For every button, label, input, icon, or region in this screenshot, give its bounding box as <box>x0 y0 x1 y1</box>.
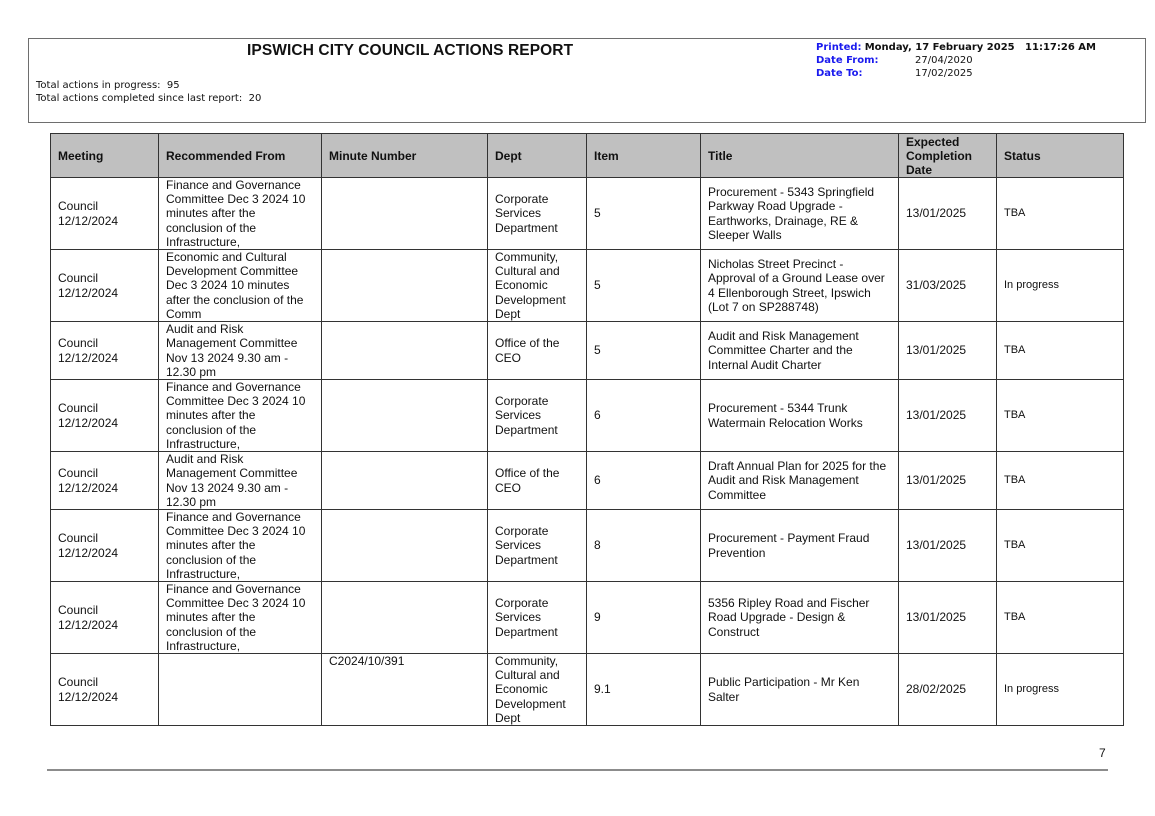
cell-expected-completion: 13/01/2025 <box>899 510 997 582</box>
cell-dept: Corporate Services Department <box>488 582 587 654</box>
total-completed-label: Total actions completed since last report: <box>36 93 243 104</box>
cell-status: In progress <box>997 250 1124 322</box>
total-completed <box>36 92 261 105</box>
total-in-progress <box>36 79 261 92</box>
report-title: IPSWICH CITY COUNCIL ACTIONS REPORT <box>247 42 574 59</box>
cell-status: TBA <box>997 510 1124 582</box>
cell-item: 9 <box>587 582 701 654</box>
cell-item: 6 <box>587 452 701 510</box>
cell-recommended-from: Finance and Governance Committee Dec 3 2024 10 minutes after the conclusion of the Infrastructure, <box>159 510 322 582</box>
cell-title: Nicholas Street Precinct - Approval of a Ground Lease over 4 Ellenborough Street, Ipswich (Lot 7 on SP288748) <box>701 250 899 322</box>
report-meta <box>816 41 1096 80</box>
cell-expected-completion: 13/01/2025 <box>899 178 997 250</box>
column-header-expected-completion-date: Expected Completion Date <box>899 134 997 178</box>
date-from-value: 27/04/2020 <box>915 55 973 66</box>
cell-status: In progress <box>997 654 1124 726</box>
date-to-value: 17/02/2025 <box>915 68 973 79</box>
cell-title: Procurement - 5344 Trunk Watermain Relocation Works <box>701 380 899 452</box>
cell-minute-number <box>322 178 488 250</box>
cell-title: Procurement - 5343 Springfield Parkway Road Upgrade - Earthworks, Drainage, RE & Sleeper Walls <box>701 178 899 250</box>
cell-title: Public Participation - Mr Ken Salter <box>701 654 899 726</box>
total-in-progress-label: Total actions in progress: <box>36 80 161 91</box>
cell-meeting: Council 12/12/2024 <box>51 510 159 582</box>
cell-expected-completion: 13/01/2025 <box>899 452 997 510</box>
cell-expected-completion: 28/02/2025 <box>899 654 997 726</box>
column-header-meeting: Meeting <box>51 134 159 178</box>
cell-dept: Office of the CEO <box>488 322 587 380</box>
table-header-row <box>51 134 1124 178</box>
cell-meeting: Council 12/12/2024 <box>51 178 159 250</box>
cell-minute-number <box>322 250 488 322</box>
cell-dept: Corporate Services Department <box>488 178 587 250</box>
column-header-dept: Dept <box>488 134 587 178</box>
cell-meeting: Council 12/12/2024 <box>51 582 159 654</box>
cell-meeting: Council 12/12/2024 <box>51 452 159 510</box>
table-row <box>51 380 1124 452</box>
cell-status: TBA <box>997 322 1124 380</box>
cell-status: TBA <box>997 582 1124 654</box>
cell-recommended-from: Finance and Governance Committee Dec 3 2024 10 minutes after the conclusion of the Infrastructure, <box>159 380 322 452</box>
column-header-status: Status <box>997 134 1124 178</box>
page-number: 7 <box>1099 746 1106 760</box>
table-row <box>51 654 1124 726</box>
column-header-item: Item <box>587 134 701 178</box>
footer-divider <box>47 769 1108 771</box>
date-to-row <box>816 67 1096 80</box>
cell-minute-number <box>322 582 488 654</box>
table-row <box>51 178 1124 250</box>
date-to-label: Date To: <box>816 68 863 79</box>
total-in-progress-value: 95 <box>166 80 180 91</box>
cell-dept: Corporate Services Department <box>488 380 587 452</box>
cell-recommended-from: Finance and Governance Committee Dec 3 2024 10 minutes after the conclusion of the Infrastructure, <box>159 178 322 250</box>
column-header-recommended-from: Recommended From <box>159 134 322 178</box>
cell-minute-number <box>322 510 488 582</box>
date-from-label: Date From: <box>816 55 879 66</box>
cell-minute-number <box>322 452 488 510</box>
cell-item: 8 <box>587 510 701 582</box>
printed-row <box>816 41 1096 54</box>
table-row <box>51 452 1124 510</box>
cell-status: TBA <box>997 452 1124 510</box>
cell-recommended-from <box>159 654 322 726</box>
cell-expected-completion: 13/01/2025 <box>899 322 997 380</box>
cell-minute-number <box>322 322 488 380</box>
cell-title: 5356 Ripley Road and Fischer Road Upgrade - Design & Construct <box>701 582 899 654</box>
printed-label: Printed: <box>816 42 862 53</box>
cell-title: Audit and Risk Management Committee Charter and the Internal Audit Charter <box>701 322 899 380</box>
table-row <box>51 322 1124 380</box>
cell-item: 6 <box>587 380 701 452</box>
cell-expected-completion: 13/01/2025 <box>899 380 997 452</box>
actions-table <box>50 133 1124 726</box>
cell-title: Procurement - Payment Fraud Prevention <box>701 510 899 582</box>
report-totals <box>36 79 261 105</box>
printed-value: Monday, 17 February 2025 11:17:26 AM <box>864 42 1096 53</box>
table-row <box>51 250 1124 322</box>
cell-item: 5 <box>587 322 701 380</box>
total-completed-value: 20 <box>248 93 262 104</box>
cell-dept: Corporate Services Department <box>488 510 587 582</box>
cell-meeting: Council 12/12/2024 <box>51 654 159 726</box>
cell-title: Draft Annual Plan for 2025 for the Audit and Risk Management Committee <box>701 452 899 510</box>
date-from-row <box>816 54 1096 67</box>
cell-recommended-from: Audit and Risk Management Committee Nov 13 2024 9.30 am - 12.30 pm <box>159 322 322 380</box>
cell-status: TBA <box>997 178 1124 250</box>
column-header-title: Title <box>701 134 899 178</box>
cell-status: TBA <box>997 380 1124 452</box>
cell-meeting: Council 12/12/2024 <box>51 322 159 380</box>
report-header <box>28 38 1146 123</box>
cell-meeting: Council 12/12/2024 <box>51 250 159 322</box>
cell-item: 9.1 <box>587 654 701 726</box>
cell-expected-completion: 31/03/2025 <box>899 250 997 322</box>
cell-minute-number: C2024/10/391 <box>322 654 488 726</box>
cell-item: 5 <box>587 178 701 250</box>
cell-dept: Community, Cultural and Economic Development Dept <box>488 250 587 322</box>
cell-recommended-from: Finance and Governance Committee Dec 3 2024 10 minutes after the conclusion of the Infrastructure, <box>159 582 322 654</box>
cell-minute-number <box>322 380 488 452</box>
cell-dept: Office of the CEO <box>488 452 587 510</box>
cell-dept: Community, Cultural and Economic Development Dept <box>488 654 587 726</box>
table-row <box>51 510 1124 582</box>
cell-expected-completion: 13/01/2025 <box>899 582 997 654</box>
cell-recommended-from: Audit and Risk Management Committee Nov 13 2024 9.30 am - 12.30 pm <box>159 452 322 510</box>
cell-item: 5 <box>587 250 701 322</box>
table-row <box>51 582 1124 654</box>
cell-recommended-from: Economic and Cultural Development Committee Dec 3 2024 10 minutes after the conclusion of the Comm <box>159 250 322 322</box>
cell-meeting: Council 12/12/2024 <box>51 380 159 452</box>
column-header-minute-number: Minute Number <box>322 134 488 178</box>
